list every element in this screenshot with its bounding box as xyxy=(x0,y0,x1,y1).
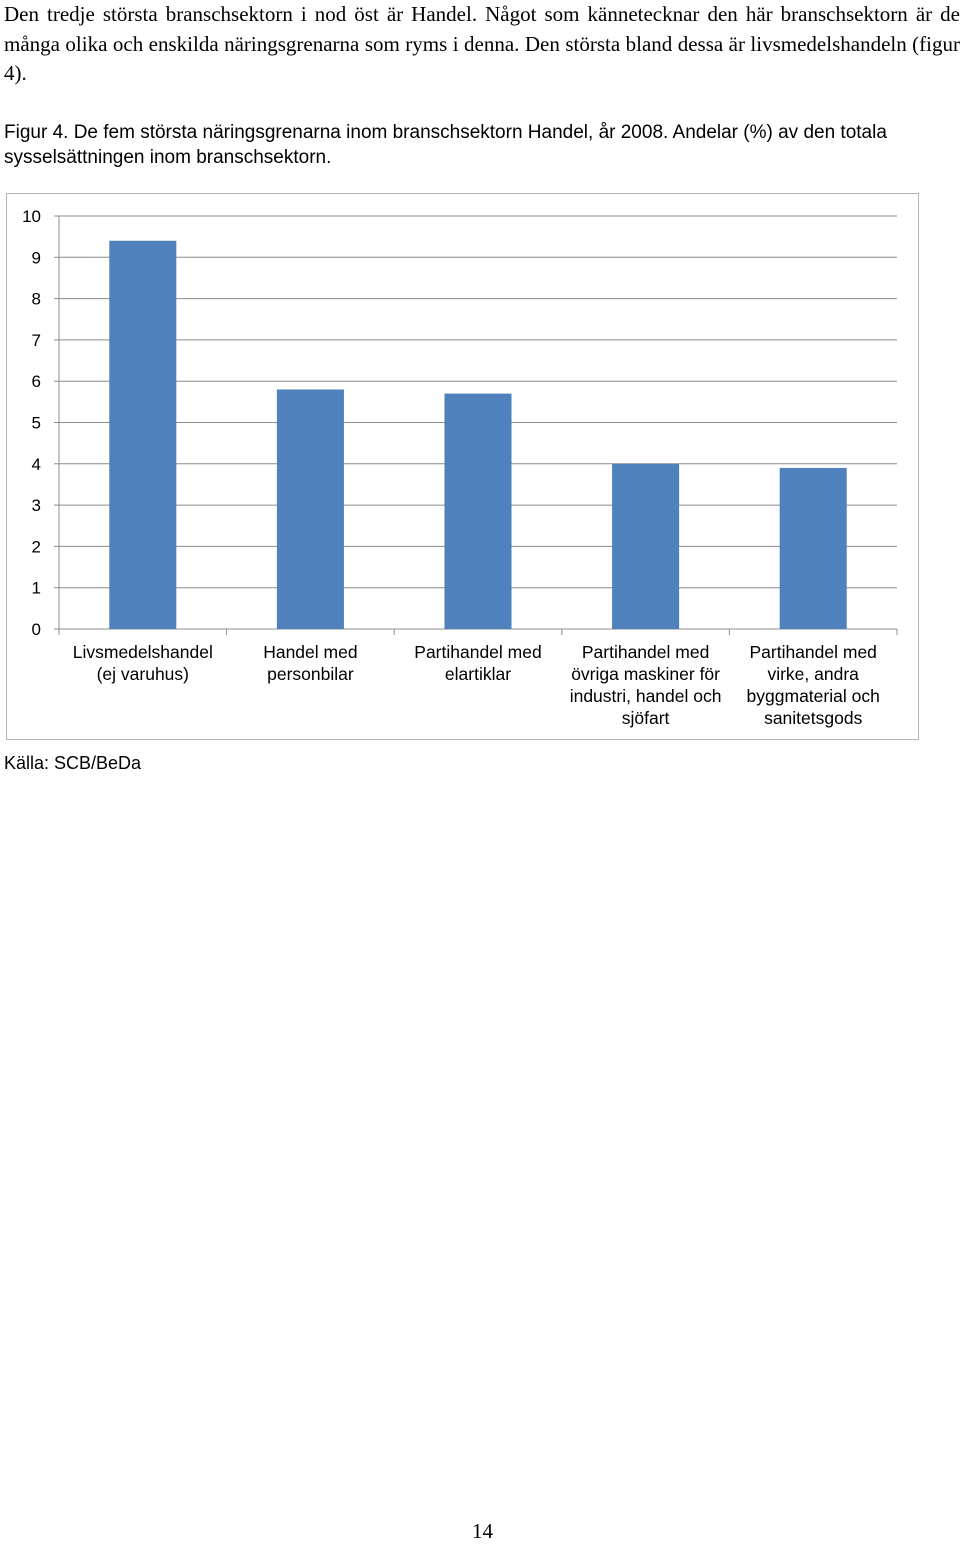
y-tick-label: 10 xyxy=(22,207,41,226)
x-category-label-line: virke, andra xyxy=(767,664,859,684)
x-category-label-line: Partihandel med xyxy=(749,642,877,662)
page-number: 14 xyxy=(472,1519,493,1543)
x-category-label xyxy=(570,642,722,728)
bar xyxy=(612,464,679,629)
x-category-label-line: sanitetsgods xyxy=(764,708,863,728)
y-tick-label: 4 xyxy=(31,454,41,474)
x-category-label-line: sjöfart xyxy=(621,708,670,728)
bar xyxy=(780,468,847,629)
y-tick-label: 2 xyxy=(31,537,41,557)
y-tick-label: 5 xyxy=(31,413,41,433)
y-tick-label: 6 xyxy=(31,372,41,392)
x-category-label-line: byggmaterial och xyxy=(746,686,880,706)
bar xyxy=(444,394,511,629)
x-category-label-line: Livsmedelshandel xyxy=(72,642,213,662)
x-category-label-line: (ej varuhus) xyxy=(96,664,190,684)
y-tick-label: 1 xyxy=(31,578,41,598)
x-category-label-line: Partihandel med xyxy=(581,642,710,662)
y-tick-label: 9 xyxy=(31,248,41,268)
x-category-label xyxy=(414,642,541,684)
y-tick-label: 0 xyxy=(31,620,41,639)
figure-caption: Figur 4. De fem största näringsgrenarna inom branschsektorn Handel, år 2008. Andelar (%) av den totala sysselsättningen inom branschsektorn. xyxy=(4,122,887,168)
y-tick-label: 8 xyxy=(31,289,41,309)
x-category-label xyxy=(73,642,213,684)
intro-paragraph: Den tredje största branschsektorn i nod öst är Handel. Något som kännetecknar den här branschsektorn är de många olika och enskilda näringsgrenarna som ryms i denna. Den största bland dessa är livsmedelshandeln (figur 4). xyxy=(4,2,960,85)
x-category-label-line: personbilar xyxy=(267,664,354,684)
source-note: Källa: SCB/BeDa xyxy=(4,753,142,773)
x-category-label-line: Handel med xyxy=(263,642,358,662)
x-category-label xyxy=(263,642,357,684)
chart-frame xyxy=(6,193,919,740)
y-tick-label: 3 xyxy=(31,496,41,516)
x-category-label-line: industri, handel och xyxy=(569,686,722,706)
y-tick-label: 7 xyxy=(31,330,41,350)
x-category-label xyxy=(747,642,880,728)
x-category-label-line: Partihandel med xyxy=(414,642,542,662)
bar xyxy=(277,389,344,629)
x-category-label-line: övriga maskiner för xyxy=(571,664,721,684)
bar-chart xyxy=(7,194,920,741)
x-category-label-line: elartiklar xyxy=(444,664,512,684)
bar xyxy=(109,241,176,629)
